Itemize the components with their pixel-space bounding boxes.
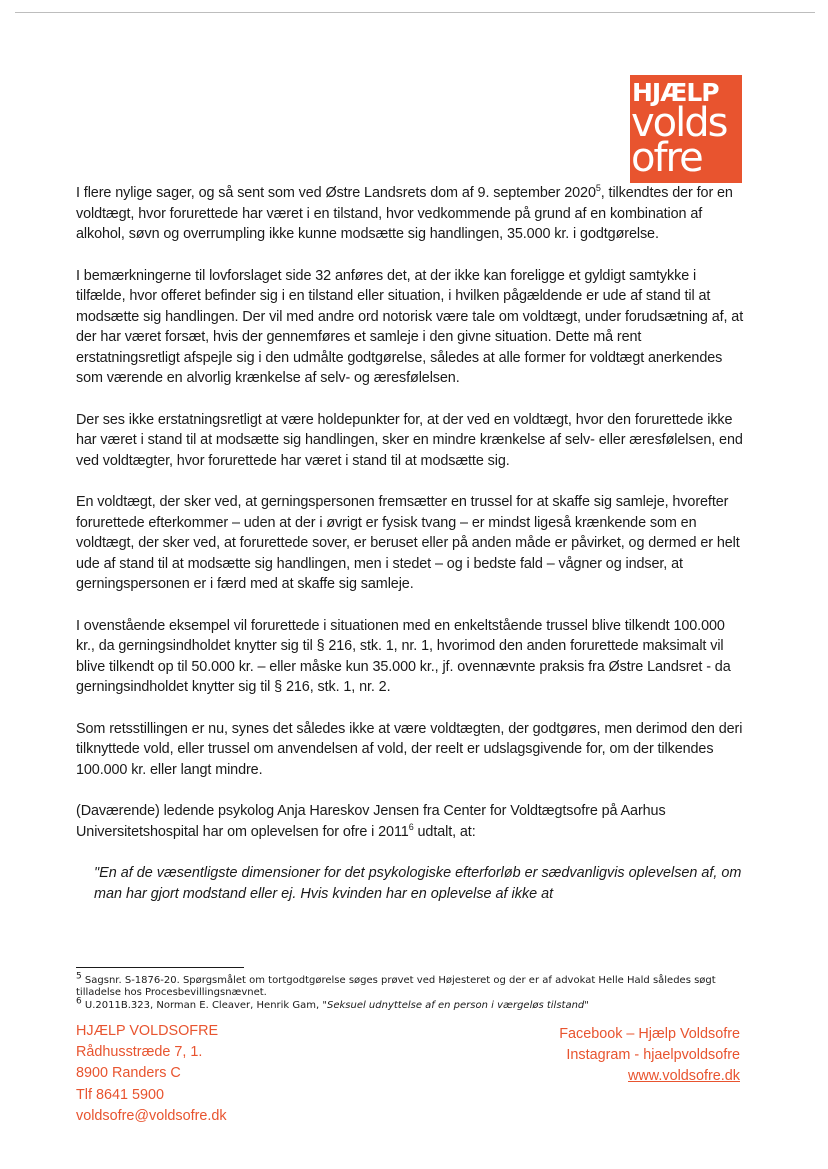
- logo-line-2: volds: [631, 100, 727, 146]
- instagram-link[interactable]: Instagram - hjaelpvoldsofre: [566, 1047, 740, 1064]
- hjaelp-voldsofre-logo: [630, 75, 742, 183]
- footnotes: [76, 971, 746, 1013]
- website-link[interactable]: www.voldsofre.dk: [628, 1068, 740, 1085]
- paragraph-4: En voldtægt, der sker ved, at gerningspersonen fremsætter en trussel for at skaffe sig samleje, hvorefter forurettede efterkommer – uden at der i øvrigt er fysisk tvang – er mindst ligeså krænkende som en voldtægt, der sker ved, at forurettede sover, er beruset eller på anden måde er påvirket, og dermed er helt ude af stand til at modsætte sig handlingen, men i stedet – og i bedste fald – vågner og indser, at gerningspersonen er i færd med at skaffe sig samleje.: [76, 494, 740, 592]
- letter-body: [76, 183, 744, 904]
- quote-block: "En af de væsentligste dimensioner for det psykologiske efterforløb er sædvanligvis oplevelsen af, om man har gjort modstand eller ej. Hvis kvinden har en oplevelse af ikke at: [94, 865, 742, 902]
- city: 8900 Randers C: [76, 1065, 181, 1082]
- paragraph-7: (Daværende) ledende psykolog Anja Hareskov Jensen fra Center for Voldtægtsofre på Aarhus Universitetshospital har om oplevelsen for ofre i 2011$^6$ udtalt, at:: [76, 803, 666, 840]
- footnote-divider: [76, 967, 244, 968]
- paragraph-3: Der ses ikke erstatningsretligt at være holdepunkter for, at der ved en voldtægt, hvor den forurettede ikke har været i stand til at modsætte sig handlingen, sker en mindre krænkelse af selv- eller æresfølelsen, end ved voldtægter, hvor forurettede har været i stand til at modsætte sig.: [76, 411, 743, 469]
- org-name: HJÆLP VOLDSOFRE: [76, 1023, 219, 1039]
- paragraph-5: I ovenstående eksempel vil forurettede i situationen med en enkeltstående trussel blive tilkendt 100.000 kr., da gerningsindholdet knytter sig til § 216, stk. 1, nr. 1, hvorimod den anden forurettede maksimalt vil blive tilkendt op til 50.000 kr. – eller måske kun 35.000 kr., jf. ovennævnte praksis fra Østre Landsret - da gerningsindholdet knytter sig til § 216, stk. 1, nr. 2.: [76, 617, 731, 695]
- paragraph-2: I bemærkningerne til lovforslaget side 32 anføres det, at der ikke kan foreligge et gyldigt samtykke i tilfælde, hvor offeret befinder sig i en tilstand eller situation, i hvilken pågældende er ude af stand til at modsætte sig handlingen. Der vil med andre ord notorisk være tale om voldtægt, under forudsætning af, at der har været forsæt, hvis der gennemføres et samleje i den givne situation. Dette må rent erstatningsretligt afspejle sig i den udmålte godtgørelse, således at alle former for voldtægt anerkendes som værende en alvorlig krænkelse af selv- og æresfølelsen.: [76, 267, 744, 386]
- paragraph-1: I flere nylige sager, og så sent som ved Østre Landsrets dom af 9. september 2020$^5$, tilkendtes der for en voldtægt, hvor forurettede har været i en tilstand, hvor vedkommende på grund af en kombination af alkohol, søvn og overrumpling ikke kunne modsætte sig handlingen, 35.000 kr. i godtgørelse.: [76, 183, 733, 242]
- contact-social: [559, 1024, 740, 1088]
- logo-line-1: HJÆLP: [632, 78, 719, 107]
- footnote-6: $^6$ U.2011B.323, Norman E. Cleaver, Henrik Gam, "Seksuel udnyttelse af en person i værgeløs tilstand": [76, 996, 589, 1011]
- email-link[interactable]: voldsofre@voldsofre.dk: [76, 1107, 227, 1124]
- footnote-ref-5[interactable]: 5: [595, 183, 601, 194]
- footnote-ref-6[interactable]: 6: [408, 821, 414, 832]
- top-rule: [15, 12, 815, 13]
- contact-address: [76, 1021, 227, 1127]
- facebook-link[interactable]: Facebook – Hjælp Voldsofre: [559, 1026, 740, 1042]
- paragraph-6: Som retsstillingen er nu, synes det således ikke at være voldtægten, der godtgøres, men derimod den deri tilknyttede vold, eller trussel om anvendelsen af vold, der reelt er udslagsgivende for, om der tilkendes 100.000 kr. eller langt mindre.: [76, 720, 743, 778]
- logo-line-3: ofre: [631, 135, 702, 181]
- phone: Tlf 8641 5900: [76, 1086, 165, 1103]
- street-address: Rådhusstræde 7, 1.: [76, 1044, 203, 1061]
- footnote-5: $^5$ Sagsnr. S-1876-20. Spørgsmålet om tortgodtgørelse søges prøvet ved Højesteret og der er af advokat Helle Hald således søgt tilladelse hos Procesbevillingsnævnet.: [76, 971, 716, 998]
